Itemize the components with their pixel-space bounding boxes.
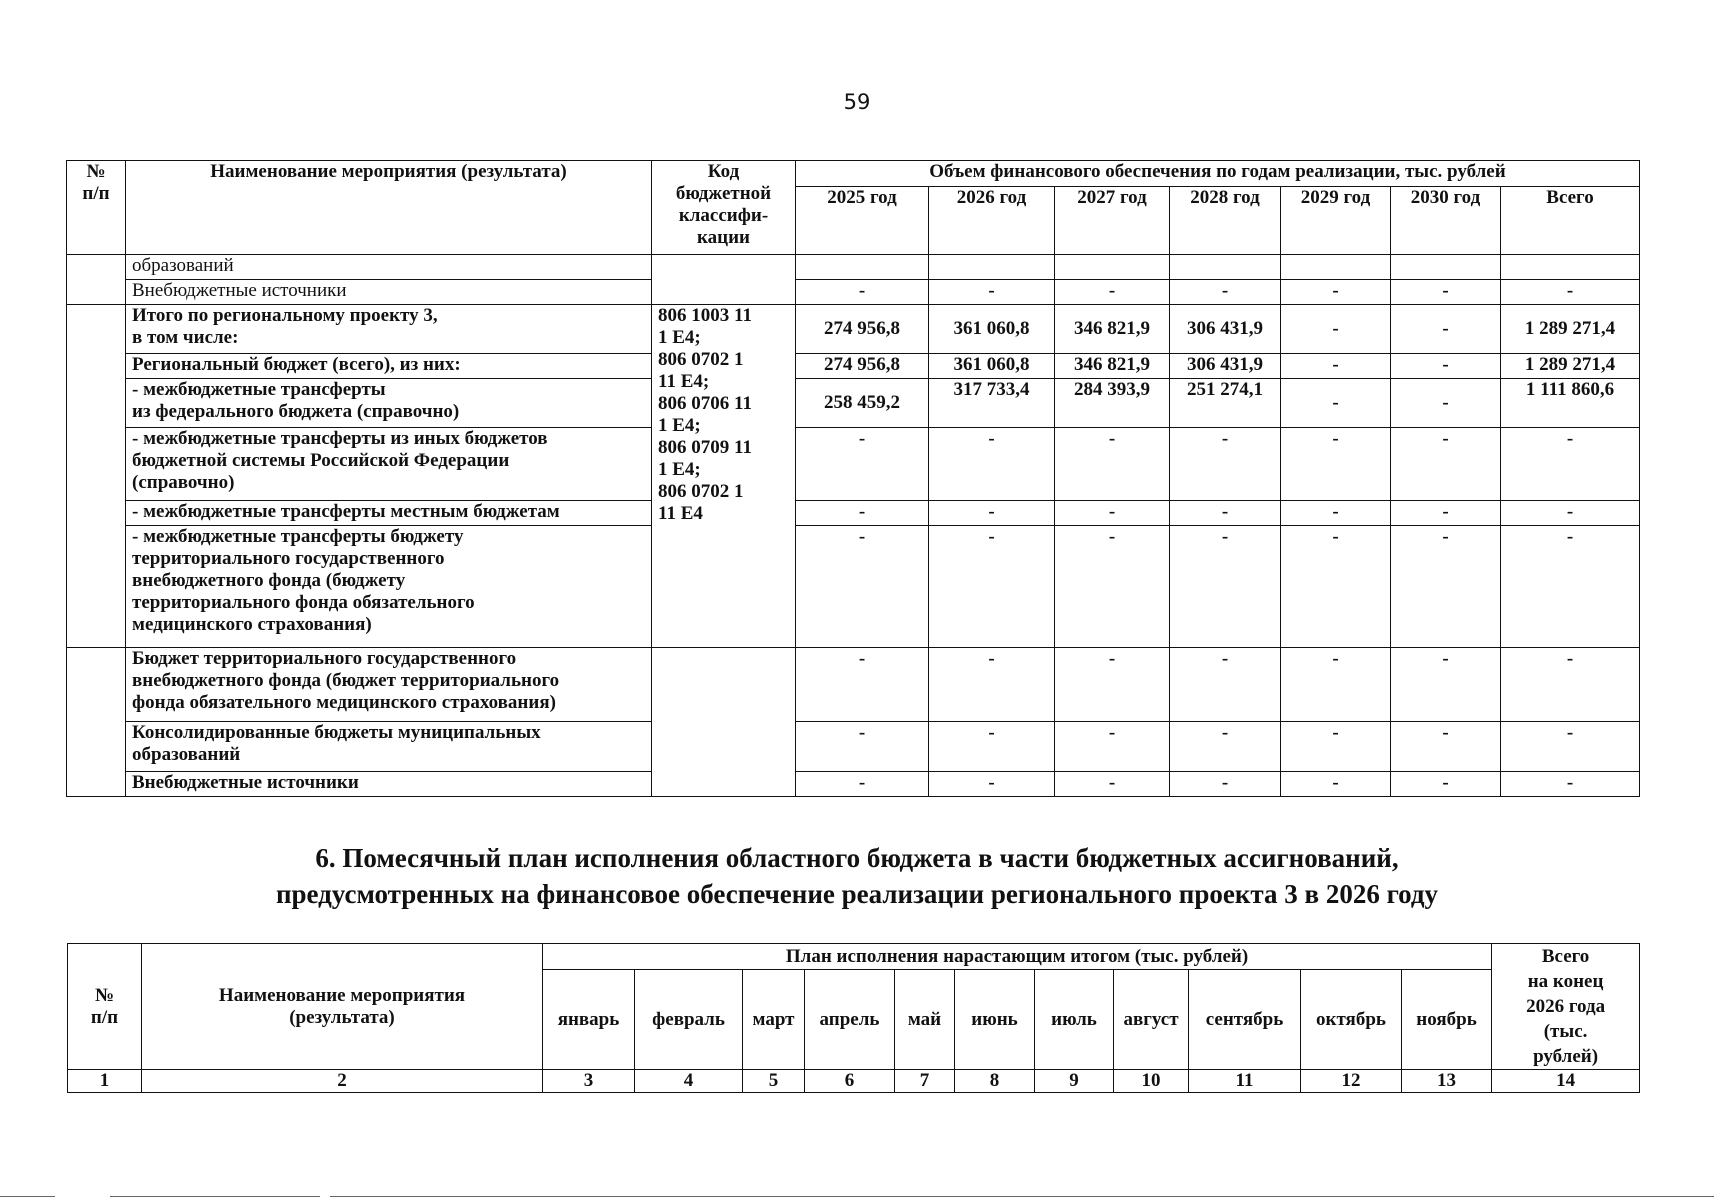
header-month: февраль	[635, 970, 743, 1070]
column-number: 1	[68, 1070, 142, 1093]
monthly-plan-table	[67, 943, 1640, 1093]
value-cell: -	[929, 648, 1055, 722]
value-cell: -	[1170, 428, 1281, 501]
column-number: 4	[635, 1070, 743, 1093]
header-month: июнь	[955, 970, 1035, 1070]
column-number: 6	[805, 1070, 895, 1093]
value-cell	[1170, 255, 1281, 280]
section-title: 6. Помесячный план исполнения областного бюджета в части бюджетных ассигнований, предусмотренных на финансовое обеспечение реализации регионального проекта 3 в 2026 году	[275, 843, 1439, 909]
header-month: сентябрь	[1189, 970, 1301, 1070]
value-cell: -	[1170, 501, 1281, 526]
row-name: Внебюджетные источники	[126, 772, 652, 797]
value-cell: -	[1170, 722, 1281, 772]
value-cell: -	[1501, 722, 1640, 772]
value-cell	[1281, 255, 1391, 280]
column-number: 9	[1035, 1070, 1114, 1093]
value-cell	[1055, 255, 1170, 280]
value-cell: -	[796, 648, 929, 722]
value-cell: -	[1170, 772, 1281, 797]
header-code: Код бюджетной классифи- кации	[652, 161, 796, 255]
value-cell: 1 289 271,4	[1501, 354, 1640, 379]
value-cell: -	[1501, 280, 1640, 305]
value-cell: -	[1391, 526, 1501, 648]
row-name: - межбюджетные трансферты бюджету территориального государственного внебюджетного фонда (бюджету территориального фонда обязательного медицинского страхования)	[126, 526, 652, 648]
value-cell: -	[1391, 648, 1501, 722]
value-cell: -	[1391, 722, 1501, 772]
row-name: Итого по региональному проекту 3, в том числе:	[126, 305, 652, 354]
value-cell: 274 956,8	[796, 354, 929, 379]
value-cell: -	[1501, 772, 1640, 797]
header-year: 2025 год	[796, 187, 929, 255]
value-cell	[796, 255, 929, 280]
value-cell: -	[1055, 501, 1170, 526]
row-code	[652, 648, 796, 797]
header-month: апрель	[805, 970, 895, 1070]
value-cell: -	[1391, 305, 1501, 354]
header-year: 2028 год	[1170, 187, 1281, 255]
column-number: 5	[743, 1070, 805, 1093]
row-name: Региональный бюджет (всего), из них:	[126, 354, 652, 379]
value-cell: -	[1501, 648, 1640, 722]
value-cell: 306 431,9	[1170, 305, 1281, 354]
table-row	[67, 722, 1640, 772]
table-row	[67, 379, 1640, 428]
row-name: Консолидированные бюджеты муниципальных образований	[126, 722, 652, 772]
value-cell	[1501, 255, 1640, 280]
column-number: 12	[1301, 1070, 1402, 1093]
header-total: Всего	[1501, 187, 1640, 255]
value-cell: -	[929, 772, 1055, 797]
header-plan: План исполнения нарастающим итогом (тыс. рублей)	[543, 944, 1492, 970]
value-cell: -	[1501, 526, 1640, 648]
header-month: июль	[1035, 970, 1114, 1070]
table-row	[67, 305, 1640, 354]
column-number: 11	[1189, 1070, 1301, 1093]
column-number: 14	[1492, 1070, 1640, 1093]
value-cell: -	[796, 501, 929, 526]
row-code	[652, 255, 796, 305]
row-name: Бюджет территориального государственного внебюджетного фонда (бюджет территориального фонда обязательного медицинского страхования)	[126, 648, 652, 722]
value-cell: 258 459,2	[796, 379, 929, 428]
value-cell: -	[1281, 379, 1391, 428]
value-cell: -	[1170, 648, 1281, 722]
value-cell: -	[929, 428, 1055, 501]
value-cell: 361 060,8	[929, 305, 1055, 354]
header-month: май	[895, 970, 955, 1070]
value-cell: -	[1391, 354, 1501, 379]
budget-code: 806 1003 11 1 Е4; 806 0702 1 11 Е4; 806 0706 11 1 Е4; 806 0709 11 1 Е4; 806 0702 1 11 Е4	[652, 305, 796, 648]
value-cell: 1 289 271,4	[1501, 305, 1640, 354]
row-name: - межбюджетные трансферты из иных бюджетов бюджетной системы Российской Федерации (справочно)	[126, 428, 652, 501]
header-year: 2027 год	[1055, 187, 1170, 255]
header-year: 2026 год	[929, 187, 1055, 255]
value-cell: -	[1501, 428, 1640, 501]
table-row	[67, 772, 1640, 797]
table-row	[67, 501, 1640, 526]
value-cell: -	[1170, 280, 1281, 305]
table-row	[67, 428, 1640, 501]
table-row	[67, 280, 1640, 305]
header-name: Наименование мероприятия (результата)	[126, 161, 652, 255]
column-number: 3	[543, 1070, 635, 1093]
value-cell: 346 821,9	[1055, 305, 1170, 354]
header-num: № п/п	[68, 944, 142, 1070]
column-number: 8	[955, 1070, 1035, 1093]
value-cell: 317 733,4	[929, 379, 1055, 428]
value-cell: -	[1281, 428, 1391, 501]
scan-edge-line	[110, 1196, 320, 1197]
value-cell: 251 274,1	[1170, 379, 1281, 428]
value-cell: -	[929, 722, 1055, 772]
value-cell: -	[1055, 648, 1170, 722]
value-cell: -	[796, 722, 929, 772]
table-row	[67, 648, 1640, 722]
row-name: образований	[126, 255, 652, 280]
column-number: 2	[142, 1070, 543, 1093]
header-month: август	[1114, 970, 1189, 1070]
value-cell: -	[1281, 305, 1391, 354]
value-cell	[929, 255, 1055, 280]
header-num: № п/п	[67, 161, 126, 255]
value-cell: -	[796, 526, 929, 648]
value-cell: 346 821,9	[1055, 354, 1170, 379]
value-cell: -	[1055, 526, 1170, 648]
value-cell: -	[929, 526, 1055, 648]
column-number-row	[68, 1070, 1640, 1093]
row-name: - межбюджетные трансферты из федерального бюджета (справочно)	[126, 379, 652, 428]
header-month: ноябрь	[1402, 970, 1492, 1070]
scan-edge-line	[0, 1196, 55, 1197]
row-num	[67, 648, 126, 797]
page-number: 59	[843, 90, 871, 114]
value-cell: -	[1281, 501, 1391, 526]
value-cell: 274 956,8	[796, 305, 929, 354]
funding-table	[66, 160, 1640, 797]
row-name: - межбюджетные трансферты местным бюджетам	[126, 501, 652, 526]
header-month: март	[743, 970, 805, 1070]
value-cell: -	[1501, 501, 1640, 526]
value-cell: -	[929, 280, 1055, 305]
value-cell: -	[1391, 428, 1501, 501]
column-number: 10	[1114, 1070, 1189, 1093]
header-year: 2029 год	[1281, 187, 1391, 255]
value-cell: 284 393,9	[1055, 379, 1170, 428]
scan-edge-line	[330, 1196, 1714, 1197]
row-num	[67, 255, 126, 305]
value-cell: -	[796, 280, 929, 305]
value-cell: 361 060,8	[929, 354, 1055, 379]
value-cell: -	[1055, 428, 1170, 501]
value-cell: -	[796, 772, 929, 797]
row-name: Внебюджетные источники	[126, 280, 652, 305]
value-cell: -	[1281, 648, 1391, 722]
value-cell: -	[1055, 772, 1170, 797]
table-row	[67, 526, 1640, 648]
value-cell	[1391, 255, 1501, 280]
row-num	[67, 305, 126, 648]
value-cell: -	[1391, 280, 1501, 305]
value-cell: -	[1391, 501, 1501, 526]
header-month: январь	[543, 970, 635, 1070]
value-cell: 1 111 860,6	[1501, 379, 1640, 428]
column-number: 13	[1402, 1070, 1492, 1093]
value-cell: -	[1281, 772, 1391, 797]
column-number: 7	[895, 1070, 955, 1093]
table-row	[67, 354, 1640, 379]
header-name: Наименование мероприятия (результата)	[142, 944, 543, 1070]
value-cell: 306 431,9	[1170, 354, 1281, 379]
value-cell: -	[1055, 280, 1170, 305]
value-cell: -	[929, 501, 1055, 526]
value-cell: -	[1055, 722, 1170, 772]
value-cell: -	[1281, 280, 1391, 305]
value-cell: -	[1281, 526, 1391, 648]
header-total: Всего на конец 2026 года (тыс. рублей)	[1492, 944, 1640, 1070]
value-cell: -	[796, 428, 929, 501]
header-volume: Объем финансового обеспечения по годам реализации, тыс. рублей	[796, 161, 1640, 187]
value-cell: -	[1170, 526, 1281, 648]
value-cell: -	[1391, 379, 1501, 428]
value-cell: -	[1281, 354, 1391, 379]
value-cell: -	[1281, 722, 1391, 772]
header-month: октябрь	[1301, 970, 1402, 1070]
header-year: 2030 год	[1391, 187, 1501, 255]
table-row	[67, 255, 1640, 280]
value-cell: -	[1391, 772, 1501, 797]
